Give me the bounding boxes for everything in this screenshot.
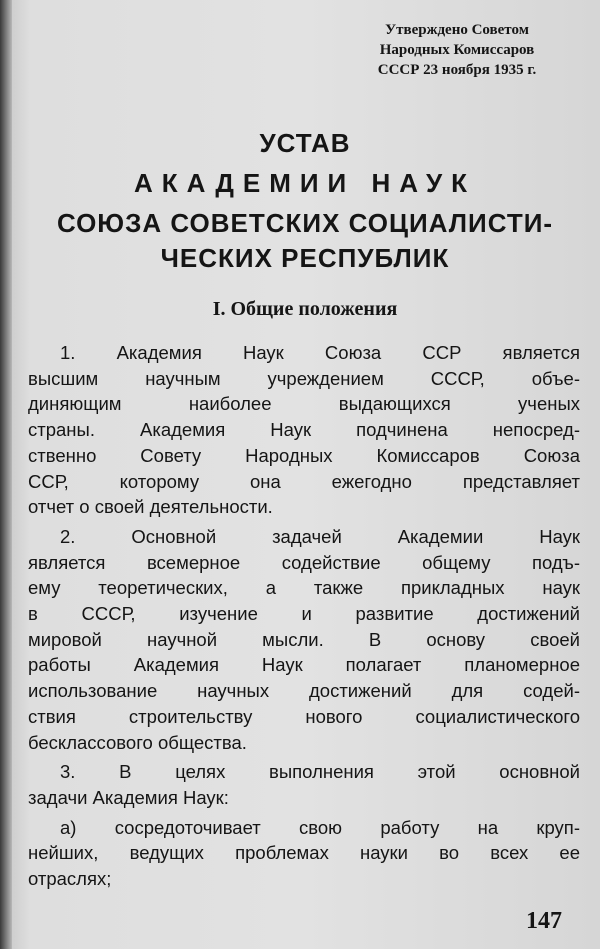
section-title: I. Общие положения (212, 298, 398, 320)
text-line: ственно Совету Народных Комиссаров Союза (28, 444, 580, 466)
text-line: ССР, которому она ежегодно представляет (28, 470, 580, 492)
document-body (28, 340, 580, 896)
approval-line: СССР 23 ноября 1935 г. (377, 62, 537, 78)
title-union-line1: СОЮЗА СОВЕТСКИХ СОЦИАЛИСТИ- (56, 208, 554, 238)
binding-edge (0, 0, 12, 949)
text-line: 1. Академия Наук Союза ССР является (60, 342, 580, 363)
text-line: страны. Академия Наук подчинена непосред- (28, 419, 580, 441)
approval-line: Народных Комиссаров (379, 42, 535, 58)
text-line: мировой научной мысли. В основу своей (28, 628, 580, 650)
paragraph-1 (28, 340, 580, 520)
text-line: работы Академия Наук полагает планомерное (28, 654, 580, 676)
approval-note (332, 20, 582, 80)
text-line: отраслях; (28, 868, 112, 890)
text-line: высшим научным учреждением СССР, объе- (28, 367, 580, 389)
text-line: бесклассового общества. (28, 731, 247, 753)
title-ustav: УСТАВ (259, 128, 351, 158)
text-line: а) сосредоточивает свою работу на круп- (60, 816, 580, 838)
title-union-line2: ЧЕСКИХ РЕСПУБЛИК (160, 243, 450, 273)
text-line: ему теоретических, а также прикладных наук (28, 577, 580, 599)
text-line: в СССР, изучение и развитие достижений (28, 603, 580, 625)
text-line: отчет о своей деятельности. (28, 496, 273, 518)
page-number: 147 (526, 908, 562, 934)
paragraph-2 (28, 524, 580, 755)
text-line: использование научных достижений для содей- (28, 680, 580, 702)
text-line: диняющим наиболее выдающихся ученых (28, 393, 580, 415)
text-line: ствия строительству нового социалистического (28, 705, 580, 727)
paragraph-3 (28, 759, 580, 810)
paragraph-3a (28, 815, 580, 892)
text-line: 2. Основной задачей Академии Наук (60, 525, 580, 547)
text-line: задачи Академия Наук: (28, 786, 229, 808)
text-line: является всемерное содействие общему подъ- (28, 551, 580, 573)
text-line: нейших, ведущих проблемах науки во всех ее (28, 842, 580, 864)
approval-line: Утверждено Советом (385, 22, 529, 38)
title-academy: АКАДЕМИИ НАУК (133, 168, 477, 198)
text-line: 3. В целях выполнения этой основной (60, 761, 580, 783)
